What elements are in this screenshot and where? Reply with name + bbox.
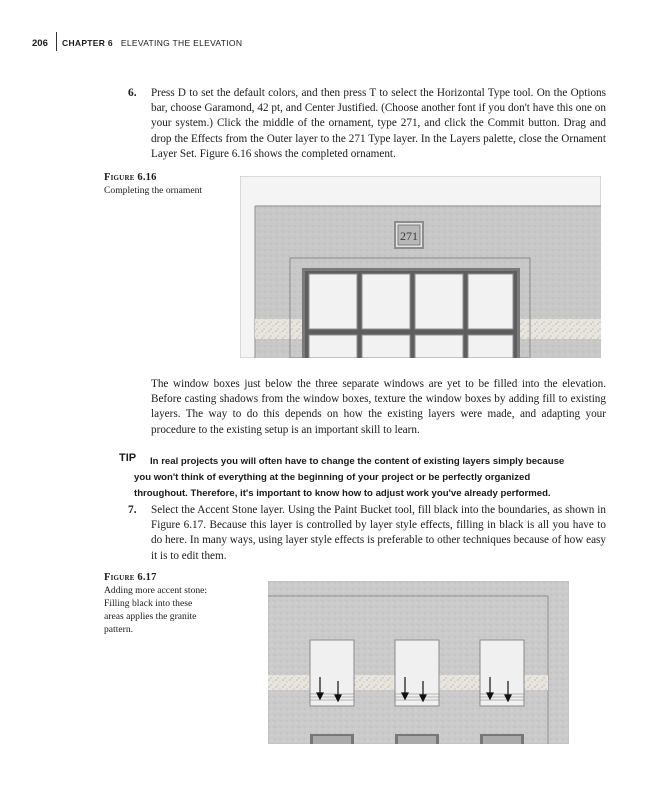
tip-label: TIP [119, 452, 137, 464]
chapter-title: ELEVATING THE ELEVATION [120, 38, 243, 48]
page-number: 206 [32, 38, 48, 49]
figure-6-16-caption [104, 171, 224, 197]
figure-6-17-caption [104, 571, 214, 636]
ornament-number: 271 [400, 229, 418, 243]
figure-6-16-image [240, 176, 601, 358]
tip-text [134, 454, 574, 502]
ornament [394, 221, 424, 249]
step-6-number: 6. [128, 87, 137, 99]
figure-6-17-label: Figure 6.17 [104, 572, 157, 583]
chapter-label: CHAPTER [62, 38, 106, 48]
figure-6-17-caption-text: Adding more accent stone: Filling black into these areas applies the granite pattern. [104, 585, 208, 635]
window-boxes-paragraph: The window boxes just below the three separate windows are yet to be filled into the elevation. Before casting shadows from the window boxes, texture the window boxes by adding fill to existing layers. The way to do this depends on how the existing layers were made, and adapting your procedure to the existing setup is an important skill to learn. [151, 378, 606, 436]
figure-6-16-label: Figure 6.16 [104, 172, 157, 183]
lower-window-boxes [310, 734, 524, 744]
tip-body: In real projects you will often have to change the content of existing layers simply because you won't think of everything at the beginning of your project or be perfectly organized throughout. Therefore, it's important to know how to adjust work you've already performed. [134, 456, 565, 499]
running-header [62, 38, 242, 48]
figure-6-16-caption-text: Completing the ornament [104, 185, 203, 196]
step-6-text: Press D to set the default colors, and then press T to select the Horizontal Type tool. On the Options bar, choose Garamond, 42 pt, and Center Justified. (Choose another font if you don't have this one on your system.) Click the middle of the ornament, type 271, and click the Commit button. Drag and drop the Effects from the Outer layer to the 271 Type layer. In the Layers palette, close the Ornament Layer Set. Figure 6.16 shows the completed ornament. [151, 87, 606, 160]
chapter-number: 6 [107, 38, 113, 48]
figure-6-17-image [268, 581, 569, 744]
step-7-text: Select the Accent Stone layer. Using the Paint Bucket tool, fill black into the boundaries, as shown in Figure 6.17. Because this layer is controlled by layer style effects, filling in black is all you have to do here. In many ways, using layer style effects is preferable to other techniques because of how easy it is to edit them. [151, 504, 606, 562]
header-divider [56, 32, 57, 51]
step-7-number: 7. [128, 504, 137, 516]
